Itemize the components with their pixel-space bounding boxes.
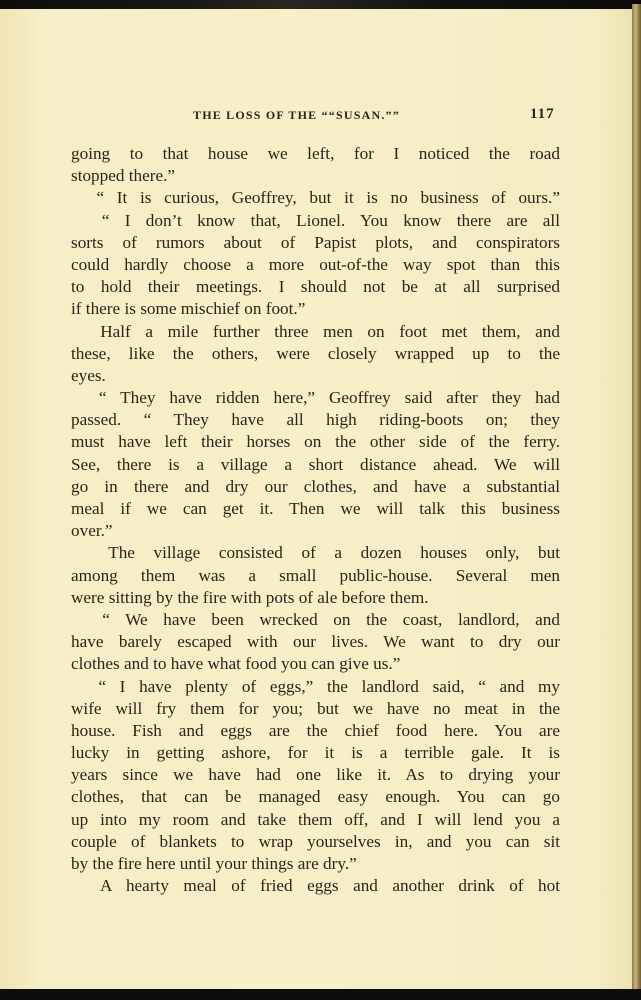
text-line: by the fire here until your things are dry.”	[71, 854, 357, 873]
text-line: meal if we can get it. Then we will talk this business	[71, 499, 560, 518]
text-line: were sitting by the fire with pots of ale before them.	[71, 587, 429, 607]
text-line: must have left their horses on the other side of the ferry.	[71, 432, 560, 452]
text-line: wife will fry them for you; but we have no meat in the	[71, 698, 560, 718]
text-line: “ It is curious, Geoffrey, but it is no business of ours.”	[71, 188, 560, 208]
scan-bottom-border	[0, 989, 641, 1000]
text-line: “ I have plenty of eggs,” the landlord said, “ and my	[71, 676, 560, 696]
text-line: “ We have been wrecked on the coast, landlord, and	[71, 609, 560, 629]
text-line: up into my room and take them off, and I will lend you a	[71, 809, 560, 829]
text-line: A hearty meal of fried eggs and another drink of hot	[71, 876, 560, 896]
text-line: couple of blankets to wrap yourselves in, and you can sit	[71, 831, 560, 851]
text-line: among them was a small public-house. Several men	[71, 565, 560, 585]
page-header	[0, 106, 641, 126]
text-line: to hold their meetings. I should not be at all surprised	[71, 277, 560, 297]
running-title: THE LOSS OF THE ““SUSAN.””	[193, 108, 400, 122]
text-line: going to that house we left, for I noticed the road	[71, 144, 560, 163]
text-line: passed. “ They have all high riding-boots on; they	[71, 410, 560, 430]
text-line: See, there is a village a short distance ahead. We will	[71, 454, 560, 474]
text-line: clothes, that can be managed easy enough. You can go	[71, 787, 560, 807]
page-edge	[632, 4, 641, 992]
text-line: house. Fish and eggs are the chief food here. You are	[71, 720, 560, 740]
text-line: go in there and dry our clothes, and have a substantial	[71, 476, 560, 496]
text-line: if there is some mischief on foot.”	[71, 299, 306, 319]
text-line: these, like the others, were closely wrapped up to the	[71, 343, 560, 363]
text-line: sorts of rumors about of Papist plots, and conspirators	[71, 232, 560, 252]
text-line: lucky in getting ashore, for it is a terrible gale. It is	[71, 743, 560, 763]
page-number: 117	[530, 106, 555, 122]
text-line: over.”	[71, 521, 113, 541]
text-line: have barely escaped with our lives. We want to dry our	[71, 632, 560, 652]
text-line: Half a mile further three men on foot met them, and	[71, 321, 560, 341]
text-line: could hardly choose a more out-of-the way spot than this	[71, 254, 560, 274]
text-line: eyes.	[71, 365, 106, 385]
text-line: “ They have ridden here,” Geoffrey said after they had	[71, 388, 560, 408]
body-text	[71, 143, 560, 897]
text-line: stopped there.”	[71, 166, 176, 186]
text-line: “ I don’t know that, Lionel. You know there are all	[71, 210, 560, 230]
text-line: The village consisted of a dozen houses only, but	[71, 543, 560, 563]
text-line: years since we have had one like it. As to drying your	[71, 765, 560, 785]
text-line: clothes and to have what food you can give us.”	[71, 654, 401, 674]
